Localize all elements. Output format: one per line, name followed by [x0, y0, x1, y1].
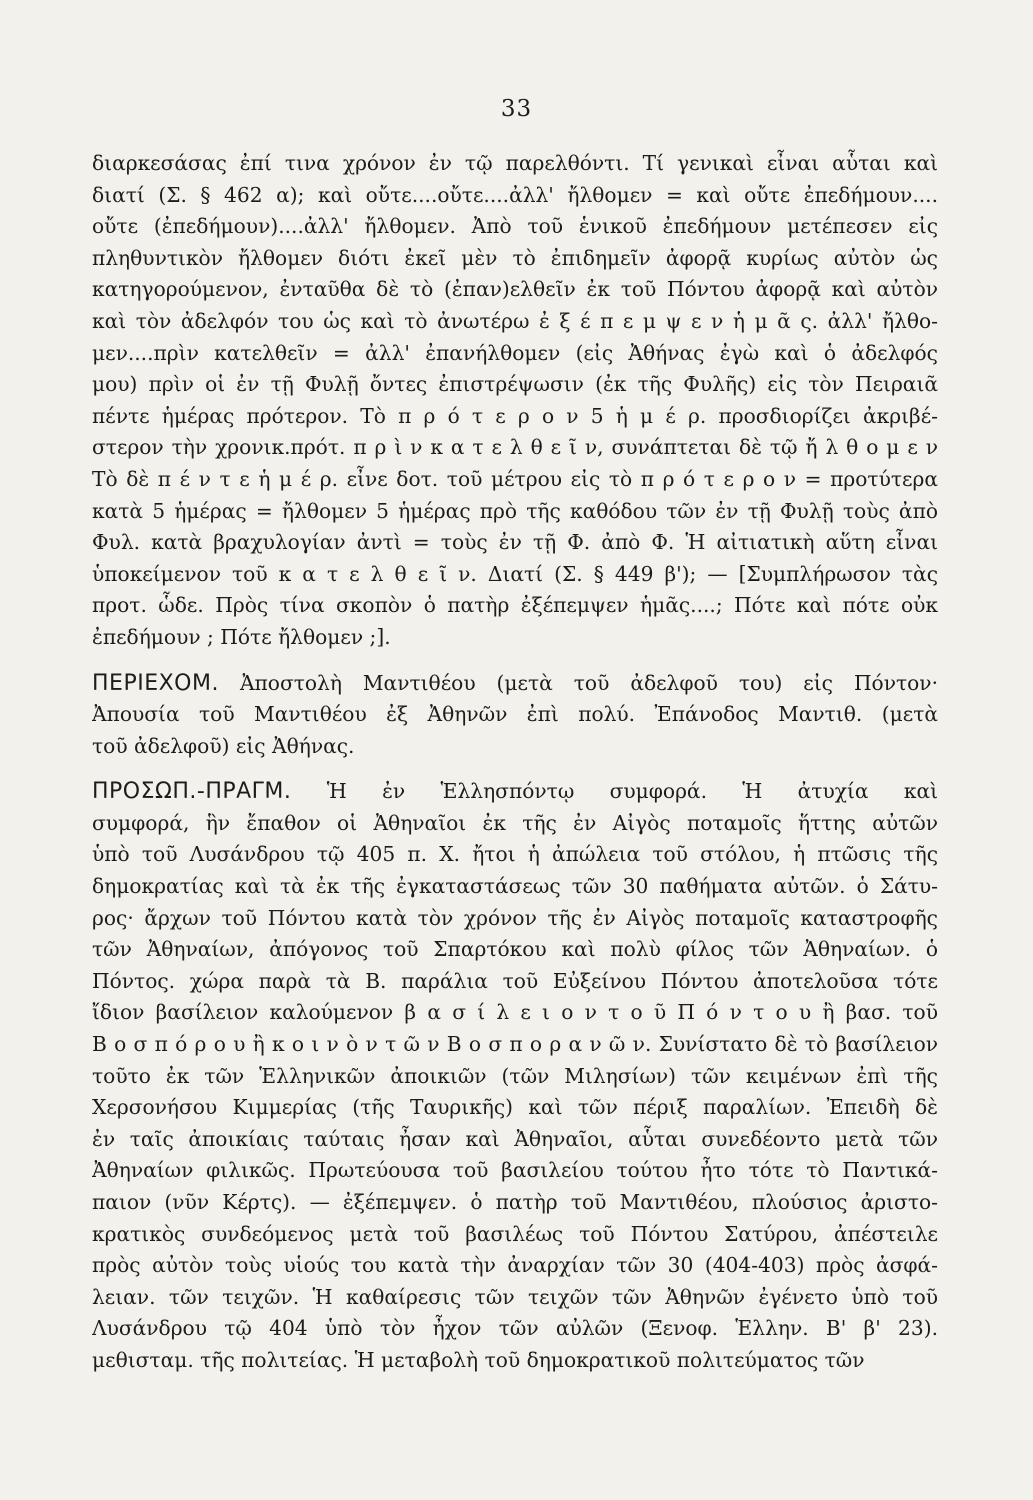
text-line: ἐπεδήμουν ; Πότε ἤλθομεν ;]. [92, 624, 391, 649]
text-line: πρὸς αὐτὸν τοὺς υἱούς του κατὰ τὴν ἀναρχίαν τῶν 30 (404-403) πρὸς ἀσφά- [92, 1253, 938, 1278]
text-line: πέντε ἡμέρας πρότερον. Τὸ π ρ ό τ ε ρ ο ν 5 ἡ μ έ ρ. προσδιορίζει ἀκριβέ- [92, 403, 938, 428]
text-line: Χερσονήσου Κιμμερίας (τῆς Ταυρικῆς) καὶ τῶν πέριξ παραλίων. Ἐπειδὴ δὲ [92, 1095, 938, 1120]
body-text [92, 148, 938, 1377]
text-line: τῶν Ἀθηναίων, ἀπόγονος τοῦ Σπαρτόκου καὶ πολὺ φίλος τῶν Ἀθηναίων. ὁ [92, 937, 938, 962]
text-line: κατηγορούμενον, ἐνταῦθα δὲ τὸ (ἐπαν)ελθεῖν ἐκ τοῦ Πόντου ἀφορᾷ καὶ αὐτὸν [92, 277, 938, 302]
text-line: Πόντος. χώρα παρὰ τὰ Β. παράλια τοῦ Εὐξείνου Πόντου ἀποτελοῦσα τότε [92, 968, 938, 993]
text-line: ἐν ταῖς ἀποικίαις ταύταις ἦσαν καὶ Ἀθηναῖοι, αὗται συνεδέοντο μετὰ τῶν [92, 1126, 938, 1151]
text-line: μου) πρὶν οἱ ἐν τῇ Φυλῇ ὄντες ἐπιστρέψωσιν (ἐκ τῆς Φυλῆς) εἰς τὸν Πειραιᾶ [92, 372, 938, 397]
contents-text: Ἀποστολὴ Μαντιθέου (μετὰ τοῦ ἀδελφοῦ του) εἰς Πόντον· [239, 670, 938, 695]
text-line: τοῦ ἀδελφοῦ) εἰς Ἀθήνας. [92, 733, 355, 758]
text-line: ἴδιον βασίλειον καλούμενον β α σ ί λ ε ι ο ν τ ο ῦ Π ό ν τ ο υ ἢ βασ. τοῦ [92, 1000, 938, 1025]
text-line: Ἀθηναίων φιλικῶς. Πρωτεύουσα τοῦ βασιλείου τούτου ἦτο τότε τὸ Παντικά- [92, 1158, 938, 1183]
text-line: διαρκεσάσας ἐπί τινα χρόνον ἐν τῷ παρελθόντι. Τί γενικαὶ εἶναι αὗται καὶ [92, 151, 938, 175]
text-line: κατὰ 5 ἡμέρας = ἤλθομεν 5 ἡμέρας πρὸ τῆς καθόδου τῶν ἐν τῇ Φυλῇ τοὺς ἀπὸ [92, 498, 938, 523]
persons-heading: ΠΡΟΣΩΠ.-ΠΡΑΓΜ. [92, 779, 292, 805]
text-line: Τὸ δὲ π έ ν τ ε ἡ μ έ ρ. εἶνε δοτ. τοῦ μέτρου εἰς τὸ π ρ ό τ ε ρ ο ν = προτύτερα [92, 466, 938, 491]
text-line: μεν....πρὶν κατελθεῖν = ἀλλ' ἐπανήλθομεν (εἰς Ἀθήνας ἐγὼ καὶ ὁ ἀδελφός [92, 340, 938, 365]
contents-heading: ΠΕΡΙΕΧΟΜ. [92, 670, 219, 696]
contents-first-line [92, 668, 938, 700]
text-line: οὔτε (ἐπεδήμουν)....ἀλλ' ἤλθομεν. Ἀπὸ τοῦ ἑνικοῦ ἐπεδήμουν μετέπεσεν εἰς [92, 214, 938, 239]
text-line: διατί (Σ. § 462 α); καὶ οὔτε....οὔτε....ἀλλ' ἤλθομεν = καὶ οὔτε ἐπεδήμουν.... [92, 182, 938, 207]
text-line: τοῦτο ἐκ τῶν Ἑλληνικῶν ἀποικιῶν (τῶν Μιλησίων) τῶν κειμένων ἐπὶ τῆς [92, 1063, 938, 1088]
text-line: Λυσάνδρου τῷ 404 ὑπὸ τὸν ἦχον τῶν αὐλῶν (Ξενοφ. Ἑλλην. Β' β' 23). [92, 1316, 938, 1341]
text-line: ὑποκείμενον τοῦ κ α τ ε λ θ ε ῖ ν. Διατί (Σ. § 449 β'); — [Συμπλήρωσον τὰς [92, 561, 938, 586]
text-line: λειαν. τῶν τειχῶν. Ἡ καθαίρεσις τῶν τειχῶν τῶν Ἀθηνῶν ἐγένετο ὑπὸ τοῦ [92, 1284, 938, 1309]
text-line: παιον (νῦν Κέρτς). — ἐξέπεμψεν. ὁ πατὴρ τοῦ Μαντιθέου, πλούσιος ἀριστο- [92, 1190, 938, 1214]
text-line: συμφορά, ἣν ἔπαθον οἱ Ἀθηναῖοι ἐκ τῆς ἐν Αἰγὸς ποταμοῖς ἥττης αὐτῶν [92, 810, 938, 835]
text-line: καὶ τὸν ἀδελφόν του ὡς καὶ τὸ ἀνωτέρω ἐ ξ έ π ε μ ψ ε ν ἡ μ ᾶ ς. ἀλλ' ἤλθο- [92, 308, 938, 333]
text-line: ὑπὸ τοῦ Λυσάνδρου τῷ 405 π. Χ. ἤτοι ἡ ἀπώλεια τοῦ στόλου, ἡ πτῶσις τῆς [92, 842, 938, 867]
text-line: Β ο σ π ό ρ ο υ ἢ κ ο ι ν ὸ ν τ ῶ ν Β ο σ π ο ρ α ν ῶ ν. Συνίστατο δὲ τὸ βασίλειον [92, 1032, 938, 1057]
text-line: Φυλ. κατὰ βραχυλογίαν ἀντὶ = τοὺς ἐν τῇ Φ. ἀπὸ Φ. Ἡ αἰτιατικὴ αὕτη εἶναι [92, 530, 938, 555]
page-number: 33 [500, 96, 533, 122]
text-line: Ἀπουσία τοῦ Μαντιθέου ἐξ Ἀθηνῶν ἐπὶ πολύ. Ἐπάνοδος Μαντιθ. (μετὰ [92, 702, 938, 727]
text-line: κρατικὸς συνδεόμενος μετὰ τοῦ βασιλέως τοῦ Πόντου Σατύρου, ἀπέστειλε [92, 1221, 938, 1246]
persons-text: Ἡ ἐν Ἑλλησπόντῳ συμφορά. Ἡ ἀτυχία καὶ [326, 779, 938, 804]
text-line: πληθυντικὸν ἤλθομεν διότι ἐκεῖ μὲν τὸ ἐπιδημεῖν ἀφορᾷ κυρίως αὐτὸν ὡς [92, 245, 938, 270]
text-line: δημοκρατίας καὶ τὰ ἐκ τῆς ἐγκαταστάσεως τῶν 30 παθήματα αὐτῶν. ὁ Σάτυ- [92, 874, 938, 899]
text-line: στερον τὴν χρονικ.πρότ. π ρ ὶ ν κ α τ ε λ θ ε ῖ ν, συνάπτεται δὲ τῷ ἤ λ θ ο μ ε ν [92, 435, 938, 460]
text-line: μεθισταμ. τῆς πολιτείας. Ἡ μεταβολὴ τοῦ δημοκρατικοῦ πολιτεύματος τῶν [92, 1347, 865, 1372]
text-line: προτ. ὧδε. Πρὸς τίνα σκοπὸν ὁ πατὴρ ἐξέπεμψεν ἡμᾶς....; Πότε καὶ πότε οὐκ [92, 593, 938, 618]
persons-first-line [92, 776, 938, 808]
text-line: ρος· ἄρχων τοῦ Πόντου κατὰ τὸν χρόνον τῆς ἐν Αἰγὸς ποταμοῖς καταστροφῆς [92, 905, 938, 930]
